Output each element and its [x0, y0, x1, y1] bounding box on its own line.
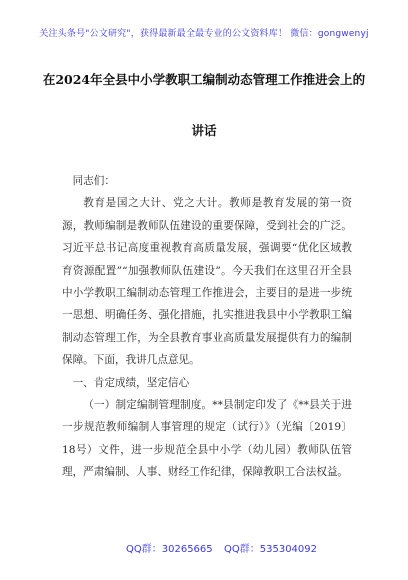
paragraph-intro: 教育是国之大计、党之大计。教师是教育发展的第一资源，教师编制是教师队伍建设的重要保障，受到社会的广泛。习近平总书记高度重视教育高质量发展，强调要“优化区域教育资源配置”“加强教师队伍建设”。今天我们在这里召开全县中小学教职工编制动态管理工作推进会，主要目的是进一步统一思想、明确任务、强化措施，扎实推进我县中小学教职工编制动态管理工作，为全县教育事业高质量发展提供有力的编制保障。下面，我讲几点意见。 — [62, 197, 352, 367]
greeting: 同志们： — [72, 175, 115, 187]
document-subtitle: 讲话 — [191, 123, 217, 138]
document-body — [62, 170, 352, 484]
footer-qq-left: QQ群：30265665 — [126, 544, 213, 555]
header-banner: 关注头条号"公文研究"，获得最新最全最专业的公文资料库！ 微信：gongwenyj — [39, 29, 369, 39]
document-title: 在2024年全县中小学教职工编制动态管理工作推进会上的 — [42, 72, 366, 87]
paragraph-section-1: （一）制定编制管理制度。**县制定印发了《**县关于进一步规范教师编制人事管理的规定（试行）》（光编〔2019〕18号）文件，进一步规范全县中小学（幼儿园）教师队伍管理，严肃编制、人事、财经工作纪律，保障教职工合法权益。 — [62, 399, 352, 479]
section-heading: 一、肯定成绩，坚定信心 — [72, 376, 190, 389]
footer-qq-right: QQ群：535304092 — [224, 544, 318, 555]
